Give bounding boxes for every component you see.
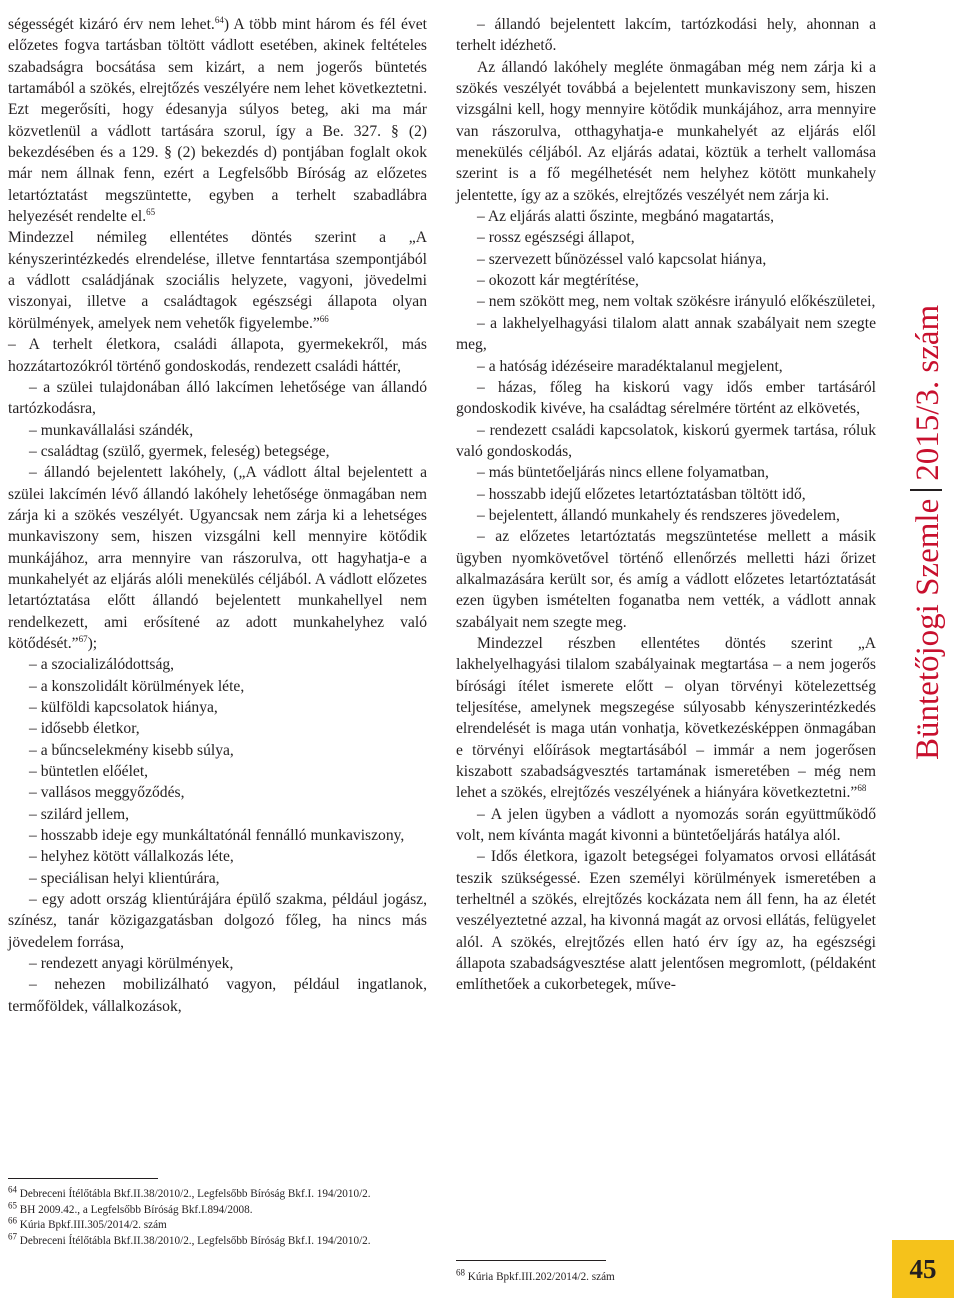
paragraph-text: – állandó bejelentett lakcím, tartózkodási hely, ahonnan a terhelt idézhető. [456, 16, 876, 55]
paragraph [8, 718, 427, 739]
paragraph-text: – a hatóság idézéseire maradéktalanul megjelent, [477, 357, 783, 375]
footnote-ref: 66 [319, 313, 329, 324]
paragraph-text: – szilárd jellem, [29, 805, 130, 823]
paragraph-text: – a lakhelyelhagyási tilalom alatt annak szabályait nem szegte meg, [456, 314, 876, 354]
paragraph [8, 761, 427, 782]
paragraph [456, 462, 876, 483]
paragraph [456, 846, 876, 995]
paragraph [8, 825, 427, 846]
paragraph-text: – a bűncselekmény kisebb súlya, [29, 741, 234, 759]
paragraph [8, 804, 427, 825]
paragraph [456, 249, 876, 270]
paragraph-text: – helyhez kötött vállalkozás léte, [29, 848, 234, 866]
paragraph-text-cont: ) A több mint három és fél évet előzetes fogva tartásban töltött vádlott esetében, akinek feltételes szabadságra bocsátása sem kizárt, a nem jogerős büntetés tartamából a szökés, elrejtőzés veszélyére nem lehet következtetni. Ezt megerősíti, hogy édesanyja súlyos beteg, aki ma már közvetlenül a vádlott tartására szorul, így a Be. 327. § (2) bekezdésében és a 129. § (2) bekezdés d) pontjában foglalt okok már nem állnak fenn, ezért a Legfelsőbb Bíróság az előzetes letartóztatást megszüntette, egyben a terhelt szabadlábra helyezését rendelte el. [8, 16, 427, 226]
footnote-number: 67 [8, 1230, 17, 1241]
footnote [8, 1215, 427, 1234]
paragraph [8, 654, 427, 675]
paragraph [456, 356, 876, 377]
paragraph-text: – speciálisan helyi klientúrára, [29, 869, 220, 887]
paragraph-text-cont: ); [87, 634, 98, 652]
page-number: 45 [892, 1240, 954, 1298]
footnote-ref: 67 [78, 633, 88, 644]
paragraph-text: – a szocializálódottság, [29, 656, 175, 674]
paragraph [456, 57, 876, 206]
paragraph-text: – büntetlen előélet, [29, 763, 149, 781]
paragraph-text: – szervezett bűnözéssel való kapcsolat hiánya, [477, 250, 767, 268]
footnote-text: Kúria Bpkf.III.202/2014/2. szám [467, 1271, 615, 1283]
paragraph [8, 953, 427, 974]
footnote-ref: 68 [857, 783, 867, 794]
footnote-number: 68 [456, 1267, 465, 1278]
paragraph-text: – hosszabb ideje egy munkáltatónál fennálló munkaviszony, [29, 827, 405, 845]
paragraph-text: Mindezzel részben ellentétes döntés szerint „A lakhelyelhagyási tilalom szabályainak megtartása – a nem jogerős bírósági ítélet ismerete előtt – olyan törvényi kötelezettség teljesítése, amelynek megszegése súlyosabb kényszerintézkedés elrendelését is maga után vonhatja, következésképpen önmagában e törvényi előírások megtartásából – immár a nem jogerősen kiszabott szabadságvesztés tartamának ismeretében – még nem lehet a szökés, elrejtőzés veszélyének a hiányára következtetni.” [456, 634, 876, 802]
footnote-number: 65 [8, 1199, 17, 1210]
right-text-column [456, 14, 876, 996]
paragraph [8, 441, 427, 462]
footnote-text: Kúria Bpkf.III.305/2014/2. szám [19, 1219, 167, 1231]
right-footnote-rule [456, 1260, 606, 1261]
paragraph-text: – egy adott ország klientúrájára épülő szakma, például jogász, színész, tanár közigazgatásban dolgozó főleg, ha nincs más jövedelem forrása, [8, 891, 427, 951]
paragraph-text: ségességét kizáró érv nem lehet. [8, 16, 215, 33]
paragraph [456, 484, 876, 505]
paragraph-text: – házas, főleg ha kiskorú vagy idős ember tartásáról gondoskodik kivéve, ha családtag sérelmére történt az elkövetés, [456, 378, 876, 418]
footnote-ref: 65 [146, 206, 156, 217]
paragraph [8, 889, 427, 953]
right-footnotes [456, 1267, 876, 1286]
paragraph-text: – A jelen ügyben a vádlott a nyomozás során együttműködő volt, nem kívánta magát kivonni a büntetőeljárás hatálya alól. [456, 805, 876, 845]
paragraph-text: – külföldi kapcsolatok hiánya, [29, 699, 218, 716]
paragraph-text: – Az eljárás alatti őszinte, megbánó magatartás, [477, 208, 775, 226]
paragraph [8, 462, 427, 654]
footnote-text: Debreceni Ítélőtábla Bkf.II.38/2010/2., Legfelsőbb Bíróság Bkf.I. 194/2010/2. [19, 1234, 371, 1247]
footnote-text: BH 2009.42., a Legfelsőbb Bíróság Bkf.I.894/2008. [19, 1203, 253, 1216]
paragraph-text: – családtag (szülő, gyermek, feleség) betegsége, [29, 442, 330, 460]
paragraph-text: – a szülei tulajdonában álló lakcímen lehetősége van állandó tartózkodásra, [8, 378, 427, 418]
paragraph [456, 505, 876, 526]
footnote [8, 1230, 427, 1250]
paragraph-text: – bejelentett, állandó munkahely és rendszeres jövedelem, [477, 506, 840, 524]
paragraph-text: – munkavállalási szándék, [29, 421, 194, 439]
paragraph [8, 846, 427, 867]
paragraph-text: – az előzetes letartóztatás megszüntetése mellett a másik ügyben nyomkövetővel történő ellenőrzés melletti házi őrizet alkalmazására került sor, és amíg a vádlott előzetes letartóztatását ezen ügyben ismételten foganatba nem vették, a vádlott annak szabályait nem szegte meg. [456, 528, 876, 631]
footnote-ref: 64 [214, 14, 224, 25]
paragraph [8, 740, 427, 761]
paragraph [456, 270, 876, 291]
paragraph [456, 420, 876, 463]
journal-issue: 2015/3. szám [910, 304, 946, 481]
paragraph [8, 334, 427, 377]
paragraph [456, 633, 876, 804]
paragraph [456, 291, 876, 312]
paragraph [8, 420, 427, 441]
paragraph-text: Mindezzel némileg ellentétes döntés szerint a „A kényszerintézkedés elrendelése, illetve fenntartása szempontjából a vádlott családjának szociális helyzete, vagyoni, jövedelmi viszonyai, illetve a családtagok egészségi állapota olyan körülmények, amelyek nem vehetők figyelembe.” [8, 229, 427, 332]
paragraph [456, 14, 876, 57]
footnote-number: 66 [8, 1215, 17, 1226]
paragraph-text: – Idős életkora, igazolt betegségei folyamatos orvosi ellátását teszik szükségessé. Ezen személyi körülmények ismeretében a terheltnél a szökés, elrejtőzés kockázata nem áll fenn, ha az életét veszélyeztetné azzal, ha kivonná magát az orvosi ellátás, felügyelet alól. A szökés, elrejtőzés ellen ható érv így az, ha egészségi állapota szabadságvesztése alatt jelentősen megromlott, (példaként említhetőek a cukorbetegek, műve- [456, 848, 876, 994]
paragraph-text: – rossz egészségi állapot, [477, 229, 635, 247]
paragraph [456, 377, 876, 420]
paragraph-text: – A terhelt életkora, családi állapota, gyermekekről, más hozzátartozókról történő gondoskodás, rendezett családi háttér, [8, 336, 427, 375]
paragraph-text: – vallásos meggyőződés, [29, 784, 185, 802]
paragraph-text: – okozott kár megtérítése, [477, 272, 639, 290]
footnote [8, 1184, 427, 1203]
left-text-column [8, 14, 427, 1017]
paragraph [456, 313, 876, 356]
paragraph-text: – hosszabb idejű előzetes letartóztatásban töltött idő, [477, 485, 806, 503]
footnote-text: Debreceni Ítélőtábla Bkf.II.38/2010/2., Legfelsőbb Bíróság Bkf.I. 194/2010/2. [19, 1188, 371, 1200]
left-footnote-rule [8, 1178, 158, 1179]
paragraph [8, 868, 427, 889]
journal-title [909, 305, 947, 760]
paragraph [8, 14, 427, 227]
footnote [8, 1199, 427, 1219]
paragraph-text: – rendezett anyagi körülmények, [29, 955, 234, 973]
paragraph [8, 227, 427, 334]
paragraph-text: – nem szökött meg, nem voltak szökésre irányuló előkészületei, [477, 293, 876, 311]
title-separator [910, 489, 942, 491]
left-footnotes [8, 1184, 427, 1249]
paragraph-text: – a konszolidált körülmények léte, [29, 677, 245, 695]
paragraph [456, 526, 876, 633]
paragraph-text: – idősebb életkor, [29, 720, 140, 738]
paragraph [456, 227, 876, 248]
paragraph-text: – rendezett családi kapcsolatok, kiskorú gyermek tartása, róluk való gondoskodás, [456, 421, 876, 460]
journal-name: Büntetőjogi Szemle [910, 498, 946, 760]
paragraph [456, 206, 876, 227]
paragraph [8, 676, 427, 697]
paragraph-text: – más büntetőeljárás nincs ellene folyamatban, [477, 464, 769, 482]
paragraph-text: – állandó bejelentett lakóhely, („A vádlott által bejelentett a szülei lakcímén lévő állandó lakóhely lehetősége önmagában nem zárja ki a szökés veszélyét. Ugyancsak nem zárja ki a lehetséges munkaviszony sem, hiszen vizsgálni kell mennyire kötődik munkájához, arra mennyire van rászorulva, ott hagyhatja-e a munkahelyét az eljárás alóli menekülés céljából. A vádlott előzetes letartóztatása előtt állandó bejelentett munkahellyel nem rendelkezett, ami erősítené az adott munkahelyhez való kötődését.” [8, 464, 427, 652]
paragraph [8, 697, 427, 718]
footnote [456, 1267, 876, 1286]
paragraph [8, 782, 427, 803]
paragraph-text: – nehezen mobilizálható vagyon, például ingatlanok, termőföldek, vállalkozások, [8, 976, 427, 1015]
paragraph [456, 804, 876, 847]
paragraph [8, 377, 427, 420]
paragraph-text: Az állandó lakóhely megléte önmagában még nem zárja ki a szökés veszélyét továbbá a bejelentett munkaviszony sem, hiszen vizsgálni kell, hogy mennyire kötődik munkájához, arra mennyire van rászorulva, otthagyhatja-e munkahelyét az eljárás elől menekülés céljából. Az eljárás adatai, köztük a terhelt vallomása szerint is a fő megélhetését nem helyhez kötött munkahely jelentette, így az a szökés, elrejtőzés veszélyét nem zárja ki. [456, 58, 876, 204]
paragraph [8, 974, 427, 1017]
footnote-number: 64 [8, 1184, 17, 1195]
